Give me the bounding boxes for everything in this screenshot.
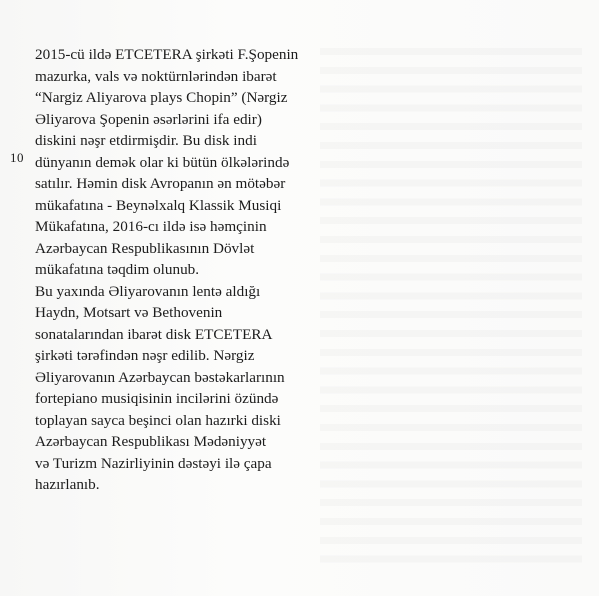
text-line: mükafatına təqdim olunub. — [35, 261, 200, 278]
text-line: Bu yaxında Əliyarovanın lentə aldığı — [35, 282, 261, 300]
text-line: Haydn, Motsart və Bethovenin — [35, 304, 223, 321]
text-line: satılır. Həmin disk Avropanın ən mötəbər — [35, 175, 286, 192]
page-number: 10 — [10, 150, 24, 165]
text-line: Azərbaycan Respublikasının Dövlət — [35, 239, 255, 257]
text-line: fortepiano musiqisinin incilərini özündə — [35, 390, 279, 407]
text-line: hazırlanıb. — [35, 476, 100, 493]
text-line: toplayan sayca beşinci olan hazırki diski — [35, 411, 281, 429]
text-line: “Nargiz Aliyarova plays Chopin” (Nərgiz — [35, 89, 288, 106]
text-line: Əliyarova Şopenin əsərlərini ifa edir) — [35, 110, 262, 128]
text-line: mükafatına - Beynəlxalq Klassik Musiqi — [35, 196, 282, 214]
text-line: Əliyarovanın Azərbaycan bəstəkarlarının — [35, 368, 285, 386]
text-line: şirkəti tərəfindən nəşr edilib. Nərgiz — [35, 347, 255, 364]
text-line: Azərbaycan Respublikası Mədəniyyət — [35, 433, 267, 450]
text-line: dünyanın demək olar ki bütün ölkələrində — [35, 153, 290, 171]
bleed-through-text — [320, 48, 582, 568]
text-line: diskini nəşr etdirmişdir. Bu disk indi — [35, 132, 257, 149]
text-line: sonatalarından ibarət disk ETCETERA — [35, 325, 273, 343]
text-line: mazurka, vals və noktürnlərindən ibarət — [35, 67, 277, 85]
text-line: və Turizm Nazirliyinin dəstəyi ilə çapa — [35, 454, 272, 472]
body-text — [35, 44, 310, 496]
text-line: Mükafatına, 2016-cı ildə isə həmçinin — [35, 218, 267, 235]
text-line: 2015-cü ildə ETCETERA şirkəti F.Şopenin — [35, 46, 299, 63]
